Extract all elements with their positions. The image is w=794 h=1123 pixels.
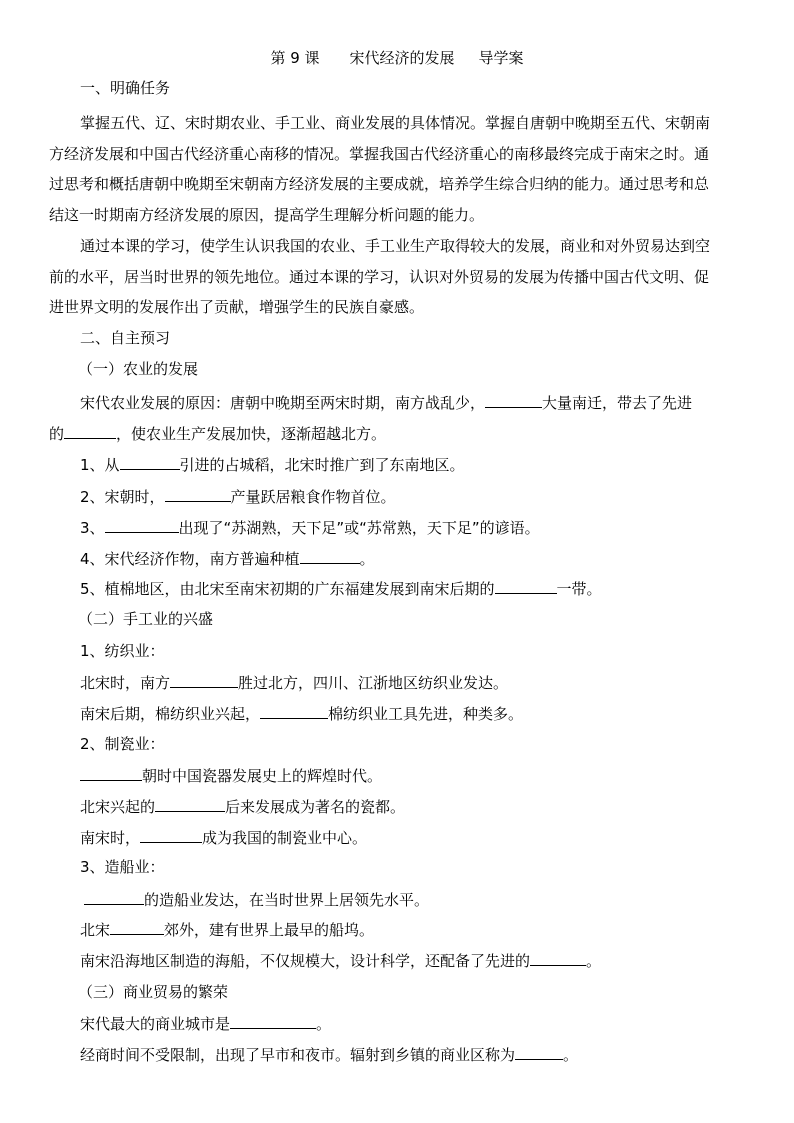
goal-paragraph-line: 通过本课的学习，使学生认识我国的农业、手工业生产取得较大的发展，商业和对外贸易达到空 — [80, 237, 711, 255]
section-heading-tasks: 一、明确任务 — [80, 79, 171, 97]
category-label: 1、纺织业： — [80, 642, 165, 660]
task-paragraph-line: 掌握五代、辽、宋时期农业、手工业、商业发展的具体情况。掌握自唐朝中晚期至五代、宋朝南 — [80, 114, 711, 132]
question-line: 经商时间不受限制，出现了早市和夜市。辐射到乡镇的商业区称为 。 — [80, 1046, 579, 1064]
doc-type: 导学案 — [478, 49, 524, 67]
task-paragraph-line: 方经济发展和中国古代经济重心南移的情况。掌握我国古代经济重心的南移最终完成于南宋之时。通 — [49, 145, 710, 163]
question-line: 北宋 郊外，建有世界上最早的船坞。 — [80, 921, 375, 939]
subsection-heading-handicraft: （二）手工业的兴盛 — [78, 610, 214, 628]
answer-blank[interactable] — [260, 703, 328, 719]
task-paragraph-line: 过思考和概括唐朝中晚期至宋朝南方经济发展的主要成就，培养学生综合归纳的能力。通过思考和总 — [49, 175, 710, 193]
answer-blank[interactable] — [485, 392, 542, 408]
answer-blank[interactable] — [80, 765, 142, 781]
category-label: 2、制瓷业： — [80, 735, 165, 753]
question-line: 的 ，使农业生产发展加快，逐渐超越北方。 — [49, 425, 387, 443]
question-line: 南宋后期，棉纺织业兴起， 棉纺织业工具先进，种类多。 — [80, 705, 524, 723]
answer-blank[interactable] — [140, 827, 202, 843]
answer-blank[interactable] — [64, 423, 116, 439]
task-paragraph-line: 结这一时期南方经济发展的原因，提高学生理解分析问题的能力。 — [49, 206, 485, 224]
question-line: 南宋时， 成为我国的制瓷业中心。 — [80, 829, 368, 847]
answer-blank[interactable] — [170, 672, 238, 688]
section-heading-preview: 二、自主预习 — [80, 329, 171, 347]
question-line: 朝时中国瓷器发展史上的辉煌时代。 — [80, 765, 382, 786]
question-line: 的造船业发达，在当时世界上居领先水平。 — [80, 889, 429, 910]
answer-blank[interactable] — [530, 950, 586, 966]
question-line: 宋代最大的商业城市是 。 — [80, 1015, 332, 1033]
answer-blank[interactable] — [105, 517, 179, 533]
lesson-topic: 宋代经济的发展 — [349, 49, 455, 67]
question-line: 1、从 引进的占城稻，北宋时推广到了东南地区。 — [80, 456, 465, 474]
question-line: 3、 出现了“苏湖熟，天下足”或“苏常熟，天下足”的谚语。 — [80, 519, 540, 537]
subsection-heading-commerce: （三）商业贸易的繁荣 — [78, 983, 229, 1001]
category-label: 3、造船业： — [80, 858, 165, 876]
answer-blank[interactable] — [155, 796, 225, 812]
page-title — [0, 48, 794, 68]
answer-blank[interactable] — [110, 919, 164, 935]
answer-blank[interactable] — [230, 1013, 316, 1029]
answer-blank[interactable] — [120, 454, 180, 470]
question-line: 南宋沿海地区制造的海船，不仅规模大，设计科学，还配备了先进的 。 — [80, 952, 602, 970]
question-line: 宋代农业发展的原因：唐朝中晚期至两宋时期，南方战乱少， 大量南迁，带去了先进 — [80, 394, 693, 412]
question-line: 北宋时，南方 胜过北方，四川、江浙地区纺织业发达。 — [80, 674, 509, 692]
answer-blank[interactable] — [515, 1044, 563, 1060]
question-line: 2、宋朝时， 产量跃居粮食作物首位。 — [80, 488, 396, 506]
answer-blank[interactable] — [165, 486, 231, 502]
answer-blank[interactable] — [84, 889, 144, 905]
lesson-number: 第 9 课 — [270, 49, 320, 67]
answer-blank[interactable] — [495, 578, 557, 594]
goal-paragraph-line: 前的水平，居当时世界的领先地位。通过本课的学习，认识对外贸易的发展为传播中国古代文明、促 — [49, 268, 710, 286]
question-line: 5、植棉地区，由北宋至南宋初期的广东福建发展到南宋后期的 一带。 — [80, 580, 602, 598]
question-line: 4、宋代经济作物，南方普遍种植 。 — [80, 550, 375, 568]
subsection-heading-agriculture: （一）农业的发展 — [78, 360, 199, 378]
question-line: 北宋兴起的 后来发展成为著名的瓷都。 — [80, 798, 406, 816]
answer-blank[interactable] — [300, 548, 360, 564]
goal-paragraph-line: 进世界文明的发展作出了贡献，增强学生的民族自豪感。 — [49, 298, 425, 316]
